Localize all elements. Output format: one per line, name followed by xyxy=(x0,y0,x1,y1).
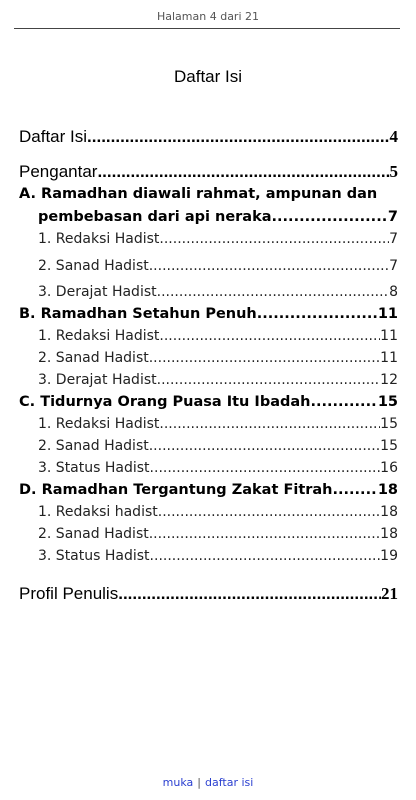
toc-subentry[interactable] xyxy=(38,328,398,344)
toc-leader-dots xyxy=(149,526,380,542)
toc-entry-daftar-isi[interactable] xyxy=(19,127,398,147)
toc-entry-label: Daftar Isi xyxy=(19,127,88,146)
toc-entry-label: 3. Status Hadist xyxy=(38,548,150,564)
toc-subentry[interactable] xyxy=(38,526,398,542)
toc-entry-page: 18 xyxy=(380,526,398,542)
footer-separator: | xyxy=(197,776,201,789)
toc-entry-label: 1. Redaksi Hadist xyxy=(38,231,160,247)
toc-subentry[interactable] xyxy=(38,284,398,300)
toc-leader-dots xyxy=(310,394,377,410)
toc-link[interactable]: daftar isi xyxy=(205,776,254,789)
toc-entry-label: Profil Penulis xyxy=(19,584,119,603)
toc-entry-page: 21 xyxy=(381,584,398,603)
toc-entry-label: 1. Redaksi Hadist. xyxy=(38,328,164,344)
toc-leader-dots xyxy=(272,209,388,225)
toc-leader-dots xyxy=(161,372,380,388)
toc-leader-dots xyxy=(118,584,381,604)
toc-section-b[interactable] xyxy=(19,306,398,322)
toc-leader-dots xyxy=(159,416,380,432)
toc-entry-page: 15 xyxy=(380,416,398,432)
toc-subentry[interactable] xyxy=(38,460,398,476)
toc-entry-label: 3. Derajat Hadist. xyxy=(38,372,162,388)
page-indicator: Halaman 4 dari 21 xyxy=(156,10,260,23)
toc-entry-label: 3. Status Hadist xyxy=(38,460,150,476)
toc-entry-label: Pengantar xyxy=(19,162,98,181)
toc-entry-label: 1. Redaksi Hadist xyxy=(38,416,160,432)
toc-section-a[interactable] xyxy=(38,209,398,225)
toc-leader-dots xyxy=(158,504,380,520)
toc-entry-label: B. Ramadhan Setahun Penuh xyxy=(19,306,257,322)
toc-subentry[interactable] xyxy=(38,231,398,247)
toc-subentry[interactable] xyxy=(38,416,398,432)
toc-section-c[interactable] xyxy=(19,394,398,410)
toc-entry-pengantar[interactable] xyxy=(19,162,398,182)
page-footer xyxy=(0,776,416,789)
toc-entry-profil-penulis[interactable] xyxy=(19,584,398,604)
toc-entry-page: 15 xyxy=(377,394,398,410)
toc-entry-page: 7 xyxy=(389,231,398,247)
toc-entry-page: 18 xyxy=(377,482,398,498)
toc-entry-page: 11 xyxy=(380,350,398,366)
toc-entry-page: 11 xyxy=(380,328,398,344)
toc-subentry[interactable] xyxy=(38,504,398,520)
toc-leader-dots xyxy=(150,460,381,476)
toc-subentry[interactable] xyxy=(38,372,398,388)
toc-subentry[interactable] xyxy=(38,350,398,366)
toc-subentry[interactable] xyxy=(38,438,398,454)
toc-entry-label: 2. Sanad Hadist xyxy=(38,350,149,366)
toc-entry-label: D. Ramadhan Tergantung Zakat Fitrah xyxy=(19,482,333,498)
toc-leader-dots xyxy=(164,328,380,344)
toc-leader-dots xyxy=(87,127,389,147)
toc-entry-page: 16 xyxy=(380,460,398,476)
toc-entry-label: 2. Sanad Hadist xyxy=(38,438,149,454)
page-title: Daftar Isi xyxy=(173,67,243,86)
toc-section-d[interactable] xyxy=(19,482,398,498)
home-link[interactable]: muka xyxy=(162,776,194,789)
toc-leader-dots xyxy=(97,162,389,182)
toc-leader-dots xyxy=(150,548,381,564)
toc-entry-label: 2. Sanad Hadist xyxy=(38,526,149,542)
header-divider xyxy=(14,28,400,29)
toc-entry-page: 5 xyxy=(389,162,398,181)
toc-entry-label: pembebasan dari api neraka xyxy=(38,209,272,225)
toc-entry-page: 7 xyxy=(387,209,398,225)
toc-entry-page: 18 xyxy=(380,504,398,520)
toc-subentry[interactable] xyxy=(38,548,398,564)
toc-entry-page: 11 xyxy=(377,306,398,322)
toc-leader-dots xyxy=(159,231,389,247)
toc-leader-dots xyxy=(149,438,380,454)
toc-entry-page: 7 xyxy=(389,258,398,274)
toc-entry-page: 4 xyxy=(389,127,398,146)
toc-subentry[interactable] xyxy=(38,258,398,274)
toc-entry-page: 19 xyxy=(380,548,398,564)
toc-entry-label: 2. Sanad Hadist xyxy=(38,258,149,274)
toc-entry-page: 12 xyxy=(380,372,398,388)
toc-section-a-line1[interactable]: A. Ramadhan diawali rahmat, ampunan dan xyxy=(19,186,378,202)
toc-leader-dots xyxy=(257,306,378,322)
toc-entry-page: 15 xyxy=(380,438,398,454)
toc-entry-label: C. Tidurnya Orang Puasa Itu Ibadah xyxy=(19,394,311,410)
toc-leader-dots xyxy=(333,482,378,498)
toc-entry-page: 8 xyxy=(389,284,398,300)
toc-leader-dots xyxy=(161,284,389,300)
toc-leader-dots xyxy=(149,350,380,366)
toc-entry-label: 1. Redaksi hadist xyxy=(38,504,158,520)
toc-entry-label: 3. Derajat Hadist. xyxy=(38,284,162,300)
page-header xyxy=(0,0,416,28)
toc-leader-dots xyxy=(149,258,389,274)
